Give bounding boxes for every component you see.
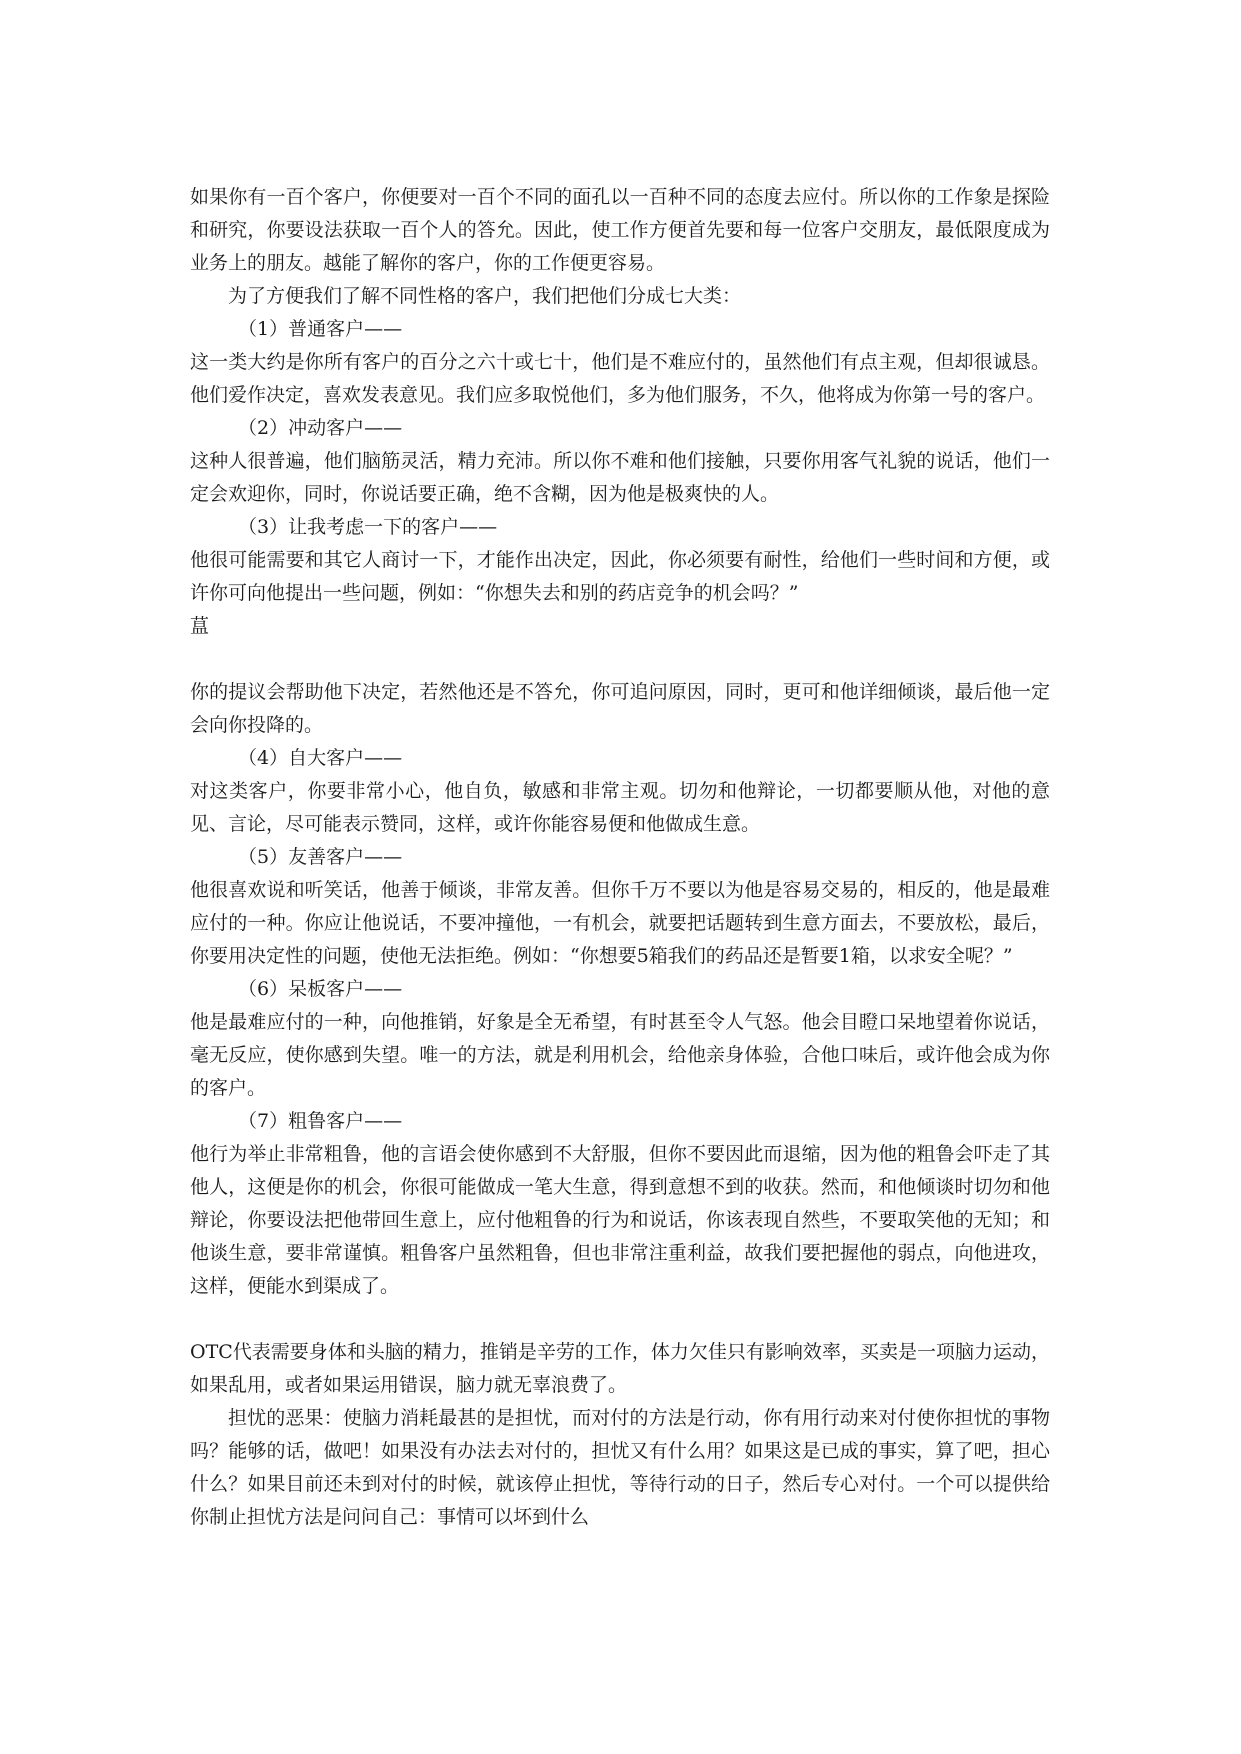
paragraph-consider-customer-cont: 你的提议会帮助他下决定，若然他还是不答允，你可追问原因，同时，更可和他详细倾谈，最后他一定会向你投降的。 <box>190 681 1050 736</box>
paragraph-arrogant-customer: 对这类客户，你要非常小心，他自负，敏感和非常主观。切勿和他辩论，一切都要顺从他，对他的意见、言论，尽可能表示赞同，这样，或许你能容易便和他做成生意。 <box>190 780 1050 835</box>
paragraph-rigid-customer: 他是最难应付的一种，向他推销，好象是全无希望，有时甚至令人气怒。他会目瞪口呆地望着你说话，毫无反应，使你感到失望。唯一的方法，就是利用机会，给他亲身体验，合他口味后，或许他会成为你的客户。 <box>190 1011 1050 1099</box>
paragraph-ordinary-customer: 这一类大约是你所有客户的百分之六十或七十，他们是不难应付的，虽然他们有点主观，但却很诚恳。他们爱作决定，喜欢发表意见。我们应多取悦他们，多为他们服务，不久，他将成为你第一号的客户。 <box>190 351 1050 406</box>
blank-line <box>190 643 1050 676</box>
paragraph-categories-intro: 为了方便我们了解不同性格的客户，我们把他们分成七大类： <box>228 285 742 307</box>
stray-character: 蒀 <box>190 615 210 637</box>
heading-rude-customer: （7）粗鲁客户—— <box>238 1110 403 1132</box>
heading-impulsive-customer: （2）冲动客户—— <box>238 417 403 439</box>
paragraph-otc-representative: OTC代表需要身体和头脑的精力，推销是辛劳的工作，体力欠佳只有影响效率，买卖是一项脑力运动，如果乱用，或者如果运用错误，脑力就无辜浪费了。 <box>190 1341 1050 1396</box>
paragraph-worry-consequences: 担忧的恶果：使脑力消耗最甚的是担忧，而对付的方法是行动，你有用行动来对付使你担忧的事物吗？能够的话，做吧！如果没有办法去对付的，担忧又有什么用？如果这是已成的事实，算了吧，担心什么？如果目前还未到对付的时候，就该停止担忧，等待行动的日子，然后专心对付。一个可以提供给你制止担忧方法是问问自己：事情可以坏到什么 <box>190 1407 1050 1528</box>
blank-line <box>190 1303 1050 1336</box>
heading-arrogant-customer: （4）自大客户—— <box>238 747 403 769</box>
heading-consider-customer: （3）让我考虑一下的客户—— <box>238 516 498 538</box>
document-page <box>190 181 1050 1534</box>
heading-ordinary-customer: （1）普通客户—— <box>238 318 403 340</box>
paragraph-rude-customer: 他行为举止非常粗鲁，他的言语会使你感到不大舒服，但你不要因此而退缩，因为他的粗鲁会吓走了其他人，这便是你的机会，你很可能做成一笔大生意，得到意想不到的收获。然而，和他倾谈时切勿和他辩论，你要设法把他带回生意上，应付他粗鲁的行为和说话，你该表现自然些，不要取笑他的无知；和他谈生意，要非常谨慎。粗鲁客户虽然粗鲁，但也非常注重利益，故我们要把握他的弱点，向他进攻，这样，便能水到渠成了。 <box>190 1143 1050 1297</box>
heading-friendly-customer: （5）友善客户—— <box>238 846 403 868</box>
paragraph-consider-customer: 他很可能需要和其它人商讨一下，才能作出决定，因此，你必须要有耐性，给他们一些时间和方便，或许你可向他提出一些问题，例如：“你想失去和别的药店竞争的机会吗？” <box>190 549 1050 604</box>
heading-rigid-customer: （6）呆板客户—— <box>238 978 403 1000</box>
paragraph-friendly-customer: 他很喜欢说和听笑话，他善于倾谈，非常友善。但你千万不要以为他是容易交易的，相反的，他是最难应付的一种。你应让他说话，不要冲撞他，一有机会，就要把话题转到生意方面去，不要放松，最后，你要用决定性的问题，使他无法拒绝。例如：“你想要5箱我们的药品还是暂要1箱，以求安全呢？” <box>190 879 1050 967</box>
paragraph-intro: 如果你有一百个客户，你便要对一百个不同的面孔以一百种不同的态度去应付。所以你的工作象是探险和研究，你要设法获取一百个人的答允。因此，使工作方便首先要和每一位客户交朋友，最低限度成为业务上的朋友。越能了解你的客户，你的工作便更容易。 <box>190 186 1050 274</box>
paragraph-impulsive-customer: 这种人很普遍，他们脑筋灵活，精力充沛。所以你不难和他们接触，只要你用客气礼貌的说话，他们一定会欢迎你，同时，你说话要正确，绝不含糊，因为他是极爽快的人。 <box>190 450 1050 505</box>
